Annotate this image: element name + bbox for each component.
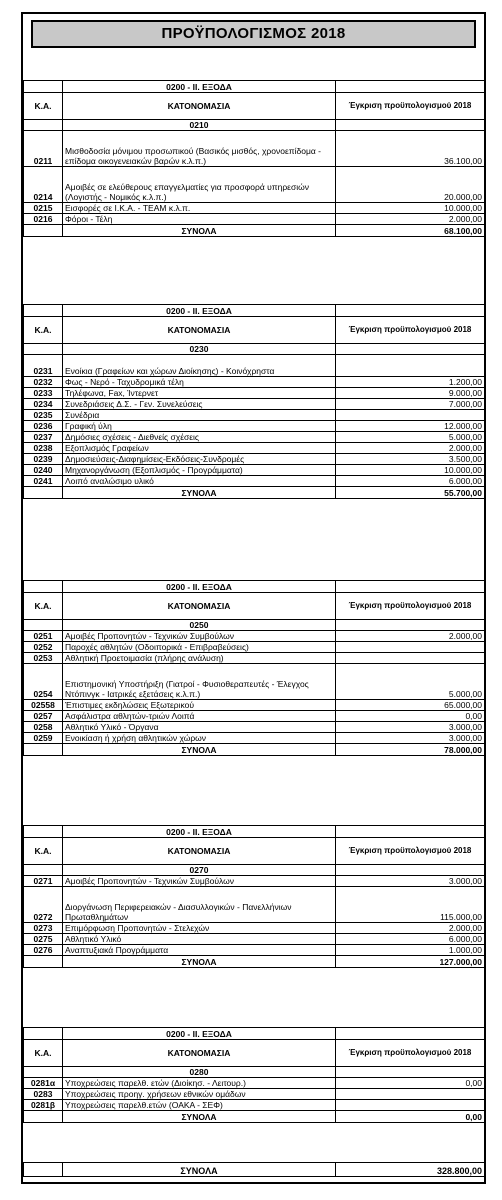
row-amount: 7.000,00 — [336, 399, 485, 410]
row-code: 0211 — [24, 131, 63, 167]
row-name: Εξοπλισμός Γραφείων — [63, 443, 336, 454]
row-name: Υποχρεώσεις παρελθ. ετών (Διοίκησ. - Λειτουρ.) — [63, 1078, 336, 1089]
section-total-amount: 68.100,00 — [336, 225, 485, 237]
row-amount: 0,00 — [336, 1078, 485, 1089]
row-name: Δημόσιες σχέσεις - Διεθνείς σχέσεις — [63, 432, 336, 443]
section-header: 0200 - ΙΙ. ΕΞΟΔΑ — [63, 305, 336, 317]
row-amount: 0,00 — [336, 711, 485, 722]
col-code-header: Κ.Α. — [24, 317, 63, 344]
col-amount-header: Έγκριση προϋπολογισμού 2018 — [336, 593, 485, 620]
table-row — [24, 1089, 485, 1100]
budget-section — [23, 304, 485, 499]
table-row — [24, 722, 485, 733]
section-header: 0200 - ΙΙ. ΕΞΟΔΑ — [63, 581, 336, 593]
row-code: 0281α — [24, 1078, 63, 1089]
table-row — [24, 476, 485, 487]
row-code: 0281β — [24, 1100, 63, 1111]
row-name: Επιμόρφωση Προπονητών - Στελεχών — [63, 923, 336, 934]
table-row — [24, 443, 485, 454]
row-amount — [336, 653, 485, 664]
section-header: 0200 - ΙΙ. ΕΞΟΔΑ — [63, 1028, 336, 1040]
row-code: 0214 — [24, 167, 63, 203]
row-code: 0215 — [24, 203, 63, 214]
row-code: 0258 — [24, 722, 63, 733]
section-total-label: ΣΥΝΟΛΑ — [63, 1111, 336, 1123]
budget-section — [23, 1027, 485, 1123]
row-name: Αθλητικό Υλικό — [63, 934, 336, 945]
row-amount: 20.000,00 — [336, 167, 485, 203]
section-total-label: ΣΥΝΟΛΑ — [63, 487, 336, 499]
row-amount: 65.000,00 — [336, 700, 485, 711]
row-amount — [336, 642, 485, 653]
row-amount: 2.000,00 — [336, 923, 485, 934]
table-row — [24, 923, 485, 934]
table-row — [24, 664, 485, 700]
row-code: 0273 — [24, 923, 63, 934]
row-code: 0238 — [24, 443, 63, 454]
subcode-label: 0270 — [63, 865, 336, 876]
row-code: 0252 — [24, 642, 63, 653]
subcode-label: 0230 — [63, 344, 336, 355]
table-row — [24, 410, 485, 421]
row-name: Έπιστιμες εκδηλώσεις Εξωτερικού — [63, 700, 336, 711]
row-name: Αμοιβές Προπονητών - Τεχνικών Συμβούλων — [63, 631, 336, 642]
row-code: 0241 — [24, 476, 63, 487]
row-amount: 10.000,00 — [336, 465, 485, 476]
budget-section — [23, 580, 485, 756]
section-total-label: ΣΥΝΟΛΑ — [63, 744, 336, 756]
row-amount: 1.200,00 — [336, 377, 485, 388]
table-row — [24, 214, 485, 225]
table-row — [24, 454, 485, 465]
row-code: 0233 — [24, 388, 63, 399]
col-code-header: Κ.Α. — [24, 838, 63, 865]
table-row — [24, 388, 485, 399]
table-row — [24, 203, 485, 214]
table-row — [24, 934, 485, 945]
col-name-header: ΚΑΤΟΝΟΜΑΣΙΑ — [63, 838, 336, 865]
row-name: Τηλέφωνα, Fax, Ίντερνετ — [63, 388, 336, 399]
row-amount: 12.000,00 — [336, 421, 485, 432]
row-name: Συνεδριάσεις Δ.Σ. - Γεν. Συνελεύσεις — [63, 399, 336, 410]
row-code: 0235 — [24, 410, 63, 421]
row-amount: 5.000,00 — [336, 664, 485, 700]
row-code: 0234 — [24, 399, 63, 410]
row-name: Αναπτυξιακά Προγράμματα — [63, 945, 336, 956]
row-code: 0271 — [24, 876, 63, 887]
grand-total-row — [23, 1162, 485, 1177]
section-header: 0200 - ΙΙ. ΕΞΟΔΑ — [63, 826, 336, 838]
row-name: Υποχρεώσεις προηγ. χρήσεων εθνικών ομάδων — [63, 1089, 336, 1100]
row-code: 0232 — [24, 377, 63, 388]
row-code: 0237 — [24, 432, 63, 443]
table-row — [24, 733, 485, 744]
row-name: Μηχανοργάνωση (Εξοπλισμός - Προγράμματα) — [63, 465, 336, 476]
row-amount: 2.000,00 — [336, 214, 485, 225]
row-name: Εισφορές σε Ι.Κ.Α. - TEAM κ.λ.π. — [63, 203, 336, 214]
table-row — [24, 377, 485, 388]
col-amount-header: Έγκριση προϋπολογισμού 2018 — [336, 1040, 485, 1067]
row-name: Αθλητικό Υλικό - Όργανα — [63, 722, 336, 733]
row-name: Επιστημονική Υποστήριξη (Γιατροί - Φυσιοθεραπευτές - Έλεγχος Ντόπινγκ - Ιατρικές εξετάσεις κ.λ.π.) — [63, 664, 336, 700]
row-code: 02558 — [24, 700, 63, 711]
table-row — [24, 1100, 485, 1111]
table-row — [24, 465, 485, 476]
row-code: 0251 — [24, 631, 63, 642]
row-name: Γραφική ύλη — [63, 421, 336, 432]
row-amount: 5.000,00 — [336, 432, 485, 443]
row-name: Συνέδρια — [63, 410, 336, 421]
row-name: Αμοιβές σε ελεύθερους επαγγελματίες για προσφορά υπηρεσιών (Λογιστής - Νομικός κ.λ.π.) — [63, 167, 336, 203]
row-name: Φόροι - Τέλη — [63, 214, 336, 225]
grand-total-amount: 328.800,00 — [336, 1163, 485, 1177]
section-total-amount: 0,00 — [336, 1111, 485, 1123]
subcode-label: 0250 — [63, 620, 336, 631]
row-amount: 2.000,00 — [336, 631, 485, 642]
table-row — [24, 421, 485, 432]
row-code: 0283 — [24, 1089, 63, 1100]
row-amount — [336, 1089, 485, 1100]
col-amount-header: Έγκριση προϋπολογισμού 2018 — [336, 93, 485, 120]
grand-total-label: ΣΥΝΟΛΑ — [63, 1163, 336, 1177]
col-code-header: Κ.Α. — [24, 593, 63, 620]
row-amount: 10.000,00 — [336, 203, 485, 214]
col-amount-header: Έγκριση προϋπολογισμού 2018 — [336, 317, 485, 344]
col-amount-header: Έγκριση προϋπολογισμού 2018 — [336, 838, 485, 865]
section-header: 0200 - ΙΙ. ΕΞΟΔΑ — [63, 81, 336, 93]
row-name: Ασφάλιστρα αθλητών-τριών Λοιπά — [63, 711, 336, 722]
table-row — [24, 700, 485, 711]
section-total-label: ΣΥΝΟΛΑ — [63, 956, 336, 968]
row-name: Φως - Νερό - Ταχυδρομικά τέλη — [63, 377, 336, 388]
col-name-header: ΚΑΤΟΝΟΜΑΣΙΑ — [63, 1040, 336, 1067]
row-code: 0276 — [24, 945, 63, 956]
row-amount: 115.000,00 — [336, 887, 485, 923]
row-name: Λοιπό αναλώσιμο υλικό — [63, 476, 336, 487]
row-code: 0231 — [24, 355, 63, 377]
row-amount: 3.500,00 — [336, 454, 485, 465]
row-name: Δημοσιεύσεις-Διαφημίσεις-Εκδόσεις-Συνδρομές — [63, 454, 336, 465]
col-name-header: ΚΑΤΟΝΟΜΑΣΙΑ — [63, 593, 336, 620]
col-name-header: ΚΑΤΟΝΟΜΑΣΙΑ — [63, 317, 336, 344]
row-amount — [336, 410, 485, 421]
row-name: Ενοικίαση ή χρήση αθλητικών χώρων — [63, 733, 336, 744]
row-amount: 3.000,00 — [336, 733, 485, 744]
row-amount: 3.000,00 — [336, 722, 485, 733]
row-code: 0253 — [24, 653, 63, 664]
table-row — [24, 711, 485, 722]
budget-sheet — [21, 12, 486, 1184]
row-code: 0259 — [24, 733, 63, 744]
row-code: 0257 — [24, 711, 63, 722]
subcode-label: 0280 — [63, 1067, 336, 1078]
subcode-label: 0210 — [63, 120, 336, 131]
row-amount: 6.000,00 — [336, 934, 485, 945]
row-name: Υποχρεώσεις παρελθ.ετών (ΟΑΚΑ - ΣΕΦ) — [63, 1100, 336, 1111]
row-amount: 6.000,00 — [336, 476, 485, 487]
row-name: Ενοίκια (Γραφείων και χώρων Διοίκησης) - Κοινόχρηστα — [63, 355, 336, 377]
row-code: 0240 — [24, 465, 63, 476]
row-name: Παροχές αθλητών (Οδοιπορικά - Επιβραβεύσεις) — [63, 642, 336, 653]
row-code: 0254 — [24, 664, 63, 700]
row-amount: 1.000,00 — [336, 945, 485, 956]
row-code: 0272 — [24, 887, 63, 923]
section-total-amount: 78.000,00 — [336, 744, 485, 756]
row-amount: 36.100,00 — [336, 131, 485, 167]
row-amount: 2.000,00 — [336, 443, 485, 454]
col-code-header: Κ.Α. — [24, 1040, 63, 1067]
row-amount: 9.000,00 — [336, 388, 485, 399]
row-amount — [336, 1100, 485, 1111]
budget-section — [23, 825, 485, 968]
row-code: 0275 — [24, 934, 63, 945]
page-title: ΠΡΟΫΠΟΛΟΓΙΣΜΟΣ 2018 — [31, 20, 476, 48]
row-name: Διοργάνωση Περιφερειακών - Διασυλλογικών - Πανελλήνιων Πρωταθλημάτων — [63, 887, 336, 923]
budget-section — [23, 80, 485, 237]
row-name: Αμοιβές Προπονητών - Τεχνικών Συμβούλων — [63, 876, 336, 887]
table-row — [24, 631, 485, 642]
row-name: Αθλητική Προετοιμασία (πλήρης ανάλυση) — [63, 653, 336, 664]
table-row — [24, 131, 485, 167]
table-row — [24, 399, 485, 410]
row-amount: 3.000,00 — [336, 876, 485, 887]
row-code: 0236 — [24, 421, 63, 432]
table-row — [24, 1078, 485, 1089]
table-row — [24, 945, 485, 956]
table-row — [24, 876, 485, 887]
table-row — [24, 432, 485, 443]
row-code: 0239 — [24, 454, 63, 465]
row-name: Μισθοδοσία μόνιμου προσωπικού (Βασικός μισθός, χρονοεπίδομα - επίδομα οικογενειακών βαρών κ.λ.π.) — [63, 131, 336, 167]
col-name-header: ΚΑΤΟΝΟΜΑΣΙΑ — [63, 93, 336, 120]
row-amount — [336, 355, 485, 377]
col-code-header: Κ.Α. — [24, 93, 63, 120]
section-total-amount: 55.700,00 — [336, 487, 485, 499]
table-row — [24, 642, 485, 653]
section-total-label: ΣΥΝΟΛΑ — [63, 225, 336, 237]
table-row — [24, 653, 485, 664]
row-code: 0216 — [24, 214, 63, 225]
table-row — [24, 355, 485, 377]
table-row — [24, 887, 485, 923]
table-row — [24, 167, 485, 203]
section-total-amount: 127.000,00 — [336, 956, 485, 968]
